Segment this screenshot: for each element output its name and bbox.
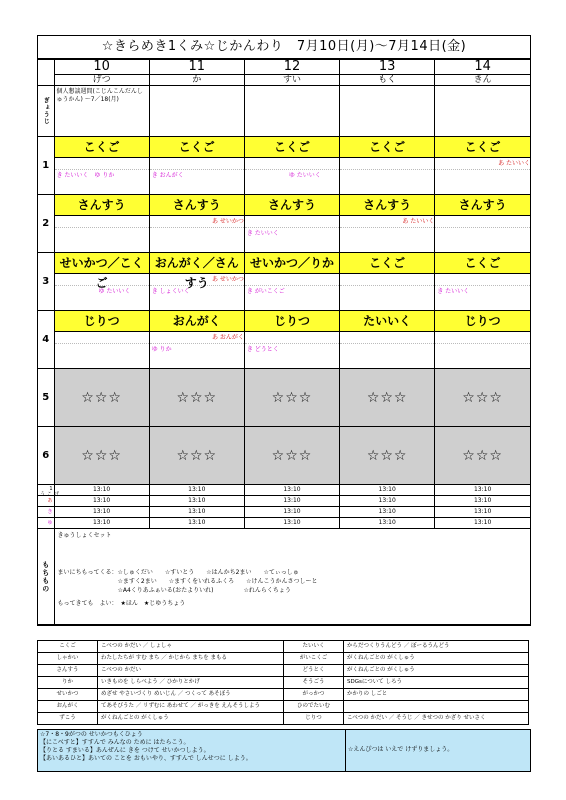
class-note <box>340 344 434 355</box>
legend-content: かかりの しごと <box>344 689 529 701</box>
subject-name: こくご <box>340 137 434 158</box>
class-note <box>245 158 339 170</box>
dismissal-time: 13:10 <box>244 485 339 496</box>
dismissal-time: 13:10 <box>435 518 530 529</box>
class-note: ゆ りか <box>151 346 172 353</box>
class-note <box>435 170 530 181</box>
class-note: あ せいかつ <box>150 274 244 286</box>
period-cell <box>244 195 339 253</box>
dismissal-time: 13:10 <box>149 507 244 518</box>
class-note: き おんがく <box>151 172 184 179</box>
period-label: 5 <box>38 369 54 427</box>
dismissal-time: 13:10 <box>340 518 435 529</box>
period-cell <box>340 311 435 369</box>
gyouji-cell-4 <box>435 86 530 137</box>
subject-name: こくご <box>340 253 434 274</box>
subject-name: さんすう <box>55 195 149 216</box>
class-note: あ たいいく <box>340 216 434 228</box>
goals-heading: ☆7・8・9がつの せいかつもくひょう <box>40 731 143 738</box>
class-note <box>340 158 434 170</box>
class-note <box>55 344 149 355</box>
class-note: き しょくいく <box>151 288 190 295</box>
timetable-grid <box>38 59 530 625</box>
subject-name: こくご <box>245 137 339 158</box>
class-note: き たいいく <box>437 288 470 295</box>
dismissal-time: 13:10 <box>54 507 149 518</box>
legend-subject: ひのでたいむ <box>284 701 344 713</box>
subject-name: こくご <box>150 137 244 158</box>
gyouji-cell-3 <box>340 86 435 137</box>
mochimono-line2: まいにちもってくる：☆しゅくだい ☆すいとう ☆はんかち2まい ☆てぃっしゅ <box>57 569 299 576</box>
class-note <box>150 158 244 170</box>
gyouji-cell-2 <box>244 86 339 137</box>
corner-cell <box>38 60 54 86</box>
period-cell <box>244 253 339 311</box>
geko-tag-cell <box>38 485 59 497</box>
period-cell <box>149 137 244 195</box>
day-name: げつ <box>55 74 149 85</box>
class-note <box>245 216 339 228</box>
study-slot: ☆☆☆ <box>54 427 149 485</box>
day-number: 14 <box>474 59 491 74</box>
dismissal-time: 13:10 <box>340 496 435 507</box>
mochimono-label-cell <box>38 529 54 625</box>
class-note <box>340 170 434 181</box>
mochimono-label: もちもの <box>41 560 50 593</box>
dismissal-time: 13:10 <box>149 518 244 529</box>
mochimono-line3: ☆ますく2まい ☆ますくをいれるふくろ ☆けんこうかんさつしーと <box>57 578 318 585</box>
class-note <box>340 274 434 286</box>
class-note <box>340 228 434 239</box>
class-note: き たいいく ゆ りか <box>56 172 115 179</box>
class-note <box>435 344 530 355</box>
day-header-0 <box>54 60 149 86</box>
subject-legend <box>37 640 529 725</box>
class-note <box>55 228 149 239</box>
legend-subject: おんがく <box>38 701 98 713</box>
goal-3: 【あいあるひと】あいての ことを おもいやり、すすんで しんせつに しよう。 <box>40 755 252 762</box>
legend-subject: さんすう <box>38 665 98 677</box>
class-note: ゆ たいいく <box>246 172 321 179</box>
day-number: 12 <box>283 59 301 74</box>
class-note <box>245 274 339 286</box>
day-name: もく <box>340 74 434 85</box>
class-note <box>55 158 149 170</box>
geko-group-tag: あ <box>47 498 53 504</box>
class-note <box>340 332 434 344</box>
study-slot: ☆☆☆ <box>54 369 149 427</box>
legend-subject: がいこくご <box>284 653 344 665</box>
legend-content: こべつの かだい ／ しょしゃ <box>98 641 284 653</box>
legend-content: がくねんごとの がくしゅう <box>344 653 529 665</box>
study-slot: ☆☆☆ <box>340 369 435 427</box>
period-cell <box>435 195 530 253</box>
day-number: 13 <box>378 59 396 74</box>
subject-name: じりつ <box>435 311 530 332</box>
dismissal-time: 13:10 <box>340 507 435 518</box>
class-note <box>55 332 149 344</box>
gyouji-cell-1 <box>149 86 244 137</box>
dismissal-time: 13:10 <box>340 485 435 496</box>
study-slot: ☆☆☆ <box>149 369 244 427</box>
study-slot: ☆☆☆ <box>244 427 339 485</box>
class-note: あ おんがく <box>150 332 244 344</box>
gyouji-note: 個人懇談週間(こじんこんだんしゅうかん) ～7／18(月) <box>56 88 143 103</box>
subject-name: たいいく <box>340 311 434 332</box>
class-note <box>435 332 530 344</box>
dismissal-time: 13:10 <box>435 485 530 496</box>
day-header-1 <box>149 60 244 86</box>
study-slot: ☆☆☆ <box>435 427 530 485</box>
geko-tag-cell <box>38 507 54 518</box>
dismissal-time: 13:10 <box>54 485 149 496</box>
period-label: 6 <box>38 427 54 485</box>
class-note: き どうとく <box>246 346 279 353</box>
legend-content: めざせ やさいづくり めいじん ／ つくって あそぼう <box>98 689 284 701</box>
legend-subject: しゃかい <box>38 653 98 665</box>
legend-content: いきものを しらべよう ／ ひかりとかげ <box>98 677 284 689</box>
day-number: 11 <box>188 59 206 74</box>
day-name: すい <box>245 74 339 85</box>
goal-1: 【にこべすと】すすんで みんなの ために はたらこう。 <box>40 739 190 746</box>
pencil-note: ☆えんぴつは いえで けずりましょう。 <box>348 746 454 753</box>
class-note <box>150 228 244 239</box>
day-header-4 <box>435 60 530 86</box>
mochimono-cell <box>54 529 530 625</box>
legend-subject: こくご <box>38 641 98 653</box>
dismissal-time: 13:10 <box>149 485 244 496</box>
timetable-sheet <box>37 35 531 626</box>
mochimono-line1: きゅうしょくセット <box>57 532 112 539</box>
study-slot: ☆☆☆ <box>149 427 244 485</box>
dismissal-time: 13:10 <box>54 496 149 507</box>
period-cell <box>149 195 244 253</box>
legend-content: がくねんごとの がくしゅう <box>344 665 529 677</box>
period-label: 4 <box>38 311 54 369</box>
class-note <box>245 332 339 344</box>
class-note: あ たいいく <box>435 158 530 170</box>
period-cell <box>244 311 339 369</box>
subject-name: こくご <box>435 253 530 274</box>
subject-name: さんすう <box>340 195 434 216</box>
mochimono-line5: もってきても よい： ★ほん ★じゆうちょう <box>57 600 186 607</box>
period-cell <box>54 137 149 195</box>
geko-label: げこう <box>39 491 59 497</box>
subject-name: じりつ <box>55 311 149 332</box>
day-name: きん <box>435 74 530 85</box>
period-cell <box>340 195 435 253</box>
class-note: ゆ たいいく <box>56 288 131 295</box>
day-header-2 <box>244 60 339 86</box>
legend-content: わたしたちが すむ まち ／ かじから まちを まもる <box>98 653 284 665</box>
class-note: き たいいく <box>246 230 279 237</box>
legend-subject: がっかつ <box>284 689 344 701</box>
legend-content: SDGsについて しろう <box>344 677 529 689</box>
subject-name: おんがく／さんすう <box>150 253 244 274</box>
legend-content: からだつくりうんどう ／ ぼーるうんどう <box>344 641 529 653</box>
dismissal-time: 13:10 <box>244 496 339 507</box>
class-note <box>435 274 530 286</box>
period-cell <box>54 253 149 311</box>
period-cell <box>244 137 339 195</box>
class-note <box>435 228 530 239</box>
day-name: か <box>150 74 244 85</box>
period-label: 1 <box>38 137 54 195</box>
page-title: ☆きらめき1くみ☆じかんわり 7月10日(月)～7月14日(金) <box>38 36 530 59</box>
class-note <box>340 286 434 297</box>
geko-group-tag: ゆ <box>47 520 53 526</box>
geko-group-tag: き <box>47 509 53 515</box>
subject-name: さんすう <box>245 195 339 216</box>
day-header-3 <box>340 60 435 86</box>
period-label: 3 <box>38 253 54 311</box>
life-goals-box <box>37 729 531 772</box>
dismissal-time: 13:10 <box>435 496 530 507</box>
class-note <box>55 216 149 228</box>
geko-tag-cell <box>38 518 54 529</box>
legend-subject: ずこう <box>38 713 98 725</box>
subject-name: さんすう <box>435 195 530 216</box>
legend-subject: どうとく <box>284 665 344 677</box>
legend-content: こべつの かだい <box>98 665 284 677</box>
period-cell <box>435 311 530 369</box>
dismissal-time: 13:10 <box>435 507 530 518</box>
class-note <box>435 216 530 228</box>
legend-content: がくねんごとの がくしゅう <box>98 713 284 725</box>
subject-name: せいかつ／りか <box>245 253 339 274</box>
legend-subject: そうごう <box>284 677 344 689</box>
study-slot: ☆☆☆ <box>435 369 530 427</box>
legend-subject: たいいく <box>284 641 344 653</box>
subject-name: さんすう <box>150 195 244 216</box>
subject-name: こくご <box>435 137 530 158</box>
legend-content <box>344 701 529 713</box>
class-note: あ せいかつ <box>150 216 244 228</box>
dismissal-time: 13:10 <box>244 518 339 529</box>
period-cell <box>149 253 244 311</box>
dismissal-time: 13:10 <box>244 507 339 518</box>
geko-tag-cell <box>38 496 54 507</box>
subject-name: せいかつ／こくご <box>55 253 149 274</box>
period-cell <box>340 137 435 195</box>
legend-subject: じりつ <box>284 713 344 725</box>
study-slot: ☆☆☆ <box>340 427 435 485</box>
day-number: 10 <box>93 59 110 74</box>
period-label: 2 <box>38 195 54 253</box>
period-cell <box>149 311 244 369</box>
mochimono-line4: ☆A4くりあふぁいる(おたよりいれ) ☆れんらくちょう <box>57 587 291 594</box>
class-note: き がいこくご <box>246 288 285 295</box>
geko-group-tag: 1 <box>49 486 53 492</box>
period-cell <box>340 253 435 311</box>
subject-name: おんがく <box>150 311 244 332</box>
period-cell <box>54 195 149 253</box>
gyouji-label-cell <box>38 86 54 137</box>
period-cell <box>54 311 149 369</box>
period-cell <box>435 137 530 195</box>
gyouji-label: ぎょうじ <box>42 97 50 125</box>
dismissal-time: 13:10 <box>149 496 244 507</box>
subject-name: こくご <box>55 137 149 158</box>
legend-subject: りか <box>38 677 98 689</box>
study-slot: ☆☆☆ <box>244 369 339 427</box>
legend-subject: せいかつ <box>38 689 98 701</box>
legend-content: てあそびうた ／ リずむに あわせて ／ がっきを えんそうしよう <box>98 701 284 713</box>
dismissal-time: 13:10 <box>54 518 149 529</box>
subject-name: じりつ <box>245 311 339 332</box>
legend-content: こべつの かだい ／ そうじ ／ きせつの かざり せいさく <box>344 713 529 725</box>
goal-2: 【りとる すまいる】あんぜんに きを つけて せいかつしよう。 <box>40 747 210 754</box>
gyouji-cell-0 <box>54 86 149 137</box>
period-cell <box>435 253 530 311</box>
